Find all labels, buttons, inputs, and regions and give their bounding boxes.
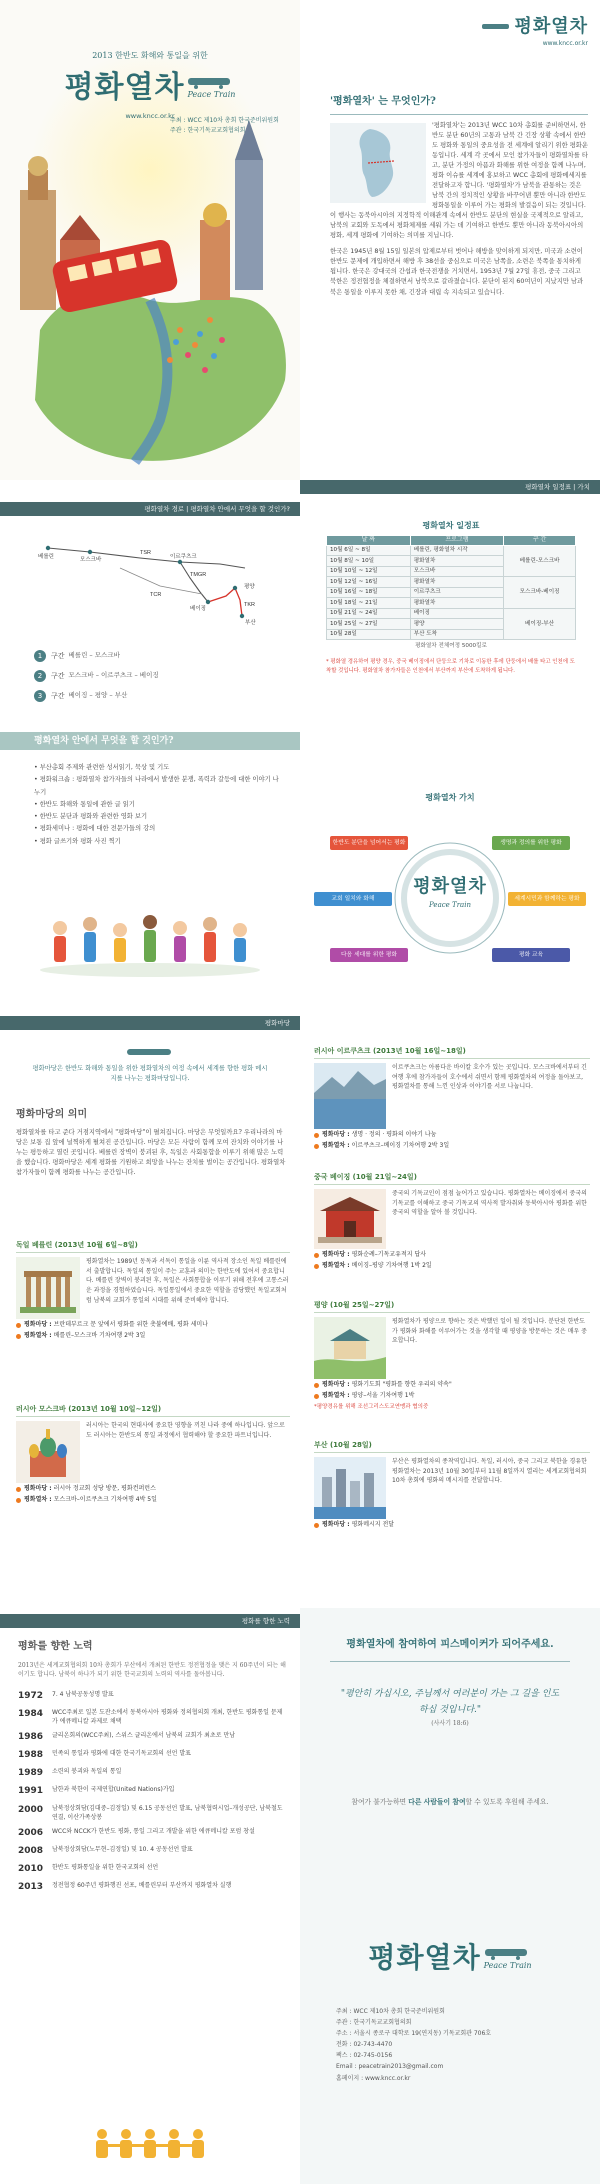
timeline-item [18, 1785, 288, 1798]
train-logo-icon [481, 22, 511, 32]
value-tag: 생명과 정의를 위한 평화 [492, 836, 570, 850]
value-tag: 한반도 분단을 넘어서는 평화 [330, 836, 408, 850]
cover-logo-mark [187, 75, 235, 101]
map-label: 부산 [245, 620, 256, 626]
timeline-item [18, 1708, 288, 1727]
schedule-cell: 10월 28일 [327, 629, 411, 640]
stop-desc: 중국의 기독교인이 점점 늘어가고 있습니다. 평화열차는 베이징에서 중국의 기독교를 이해하고 중국 기독교의 역사적 발자취와 동북아시아 평화를 위한 중국의 역할을 알아 볼 것입니다. [392, 1190, 587, 1217]
timeline-event: 소련의 붕괴와 독일의 통일 [52, 1768, 122, 1776]
cover-title: 평화열차 [64, 69, 185, 105]
schedule-cell: 평화열차 [410, 577, 503, 588]
invite-quote-block [340, 1686, 560, 1729]
onboard-item: • 평화세미나 : 평화에 대한 전문가들의 강의 [34, 825, 156, 833]
bullet-icon [314, 1383, 319, 1388]
contact-line[interactable]: Email : peacetrain2013@gmail.com [336, 2063, 444, 2071]
invite-logo-en: Peace Train [483, 1960, 532, 1970]
schedule-header: 날 짜 [327, 535, 411, 545]
madang-right [300, 1010, 600, 1608]
moscow-cathedral-image [16, 1421, 80, 1483]
schedule-row [327, 608, 576, 619]
top-logo [481, 14, 588, 49]
divider [314, 1184, 590, 1185]
schedule-cell: 모스크바-베이징 [504, 577, 576, 609]
divider [314, 1058, 590, 1059]
schedule-cell: 부산 도착 [410, 629, 503, 640]
timeline-year: 2013 [18, 1882, 44, 1893]
timeline-item [18, 1804, 288, 1823]
divider [16, 1416, 290, 1417]
values-diagram [300, 806, 600, 996]
stop-line: 평화열차 : 평양–서울 기차여행 1박 [314, 1392, 590, 1401]
onboard-item: • 한반도 분단과 평화와 관련한 영화 보기 [34, 813, 148, 821]
invite-heading-block [300, 1638, 600, 1662]
stop-line: 평화열차 : 모스크바–이르쿠츠크 기차여행 4박 5일 [16, 1496, 290, 1505]
madang-left [0, 1010, 300, 1608]
stop-line: 평화열차 : 베이징–평양 기차여행 1박 2일 [314, 1262, 590, 1271]
schedule-header: 프로그램 [410, 535, 503, 545]
about-heading: '평화열차' 는 무엇인가? [330, 96, 436, 107]
cover-host-label: 주최 : [170, 117, 186, 124]
timeline-year: 2000 [18, 1804, 44, 1815]
timeline-year: 1984 [18, 1708, 44, 1719]
onboard-item: • 부산총회 주제와 관련한 성서읽기, 묵상 및 기도 [34, 764, 170, 771]
values-title: 평화열차 가치 [425, 793, 475, 802]
timeline-year: 2010 [18, 1864, 44, 1875]
leg-label: 구간 [51, 691, 65, 700]
timeline-item [18, 1731, 288, 1744]
top-logo-url: www.kncc.or.kr [542, 40, 588, 48]
cover-section [0, 0, 600, 480]
leg-route: 베이징 – 평양 – 부산 [68, 691, 128, 700]
stop-desc: 평화열차가 평양으로 향하는 것은 박했던 일이 될 것입니다. 분단된 한반도가 평화와 화해를 이루어가는 것을 생각할 때 평양을 방문하는 것은 매우 중요합니다. [392, 1318, 587, 1345]
divider [330, 114, 588, 115]
stop-line: 평화마당 : 생명 · 정의 · 평화의 이야기 나눔 [314, 1131, 590, 1140]
onboard-item: • 한반도 화해와 통일에 관한 글 읽기 [34, 800, 135, 808]
bullet-icon [16, 1487, 21, 1492]
values-center-title: 평화열차 [413, 876, 487, 897]
madang-band: 평화마당 [0, 1016, 300, 1030]
beijing-gate-image [314, 1189, 386, 1249]
timeline-item [18, 1863, 288, 1876]
leg-number: 3 [34, 690, 46, 702]
stop-title: 독일 베를린 (2013년 10월 6일~8일) [16, 1241, 138, 1249]
contact-line: 주소 : 서울시 종로구 대학로 19(연지동) 기독교회관 706호 [336, 2030, 492, 2038]
contact-line: 전화 : 02-743-4470 [336, 2041, 393, 2049]
madang-intro: 평화마당은 한반도 화해와 통일을 위한 평화열차의 여정 속에서 세계를 향한 평화 메시지를 나누는 평화마당입니다. [32, 1065, 268, 1083]
busan-image [314, 1457, 386, 1519]
schedule-panel [300, 480, 600, 1010]
schedule-cell: 평양 [410, 619, 503, 630]
schedule-cell: 모스크바 [410, 566, 503, 577]
cover-title-en: Peace Train [187, 89, 236, 99]
cover-kicker: 2013 한반도 화해와 통일을 위한 [92, 51, 208, 60]
divider [314, 1312, 590, 1313]
onboard-list [34, 762, 284, 848]
about-panel [300, 0, 600, 480]
schedule-cell: 10월 25일 ~ 27일 [327, 619, 411, 630]
schedule-title: 평화열차 일정표 [422, 521, 480, 530]
stop-line: 평화마당 : 러시아 정교회 성당 방문, 평화컨퍼런스 [16, 1485, 290, 1494]
bullet-icon [16, 1323, 21, 1328]
stop-title: 러시아 모스크바 (2013년 10월 10일~12일) [16, 1405, 162, 1413]
about-paragraph-2: 한국은 1945년 8월 15일 일본의 압제로부터 벗어나 해방을 맞이하게 되지만, 미국과 소련이 한반도 문제에 개입하면서 해방 후 38선을 중심으로 미국은 남쪽을, 소련은 북쪽을 통치하게 됩니다. 한국은 강대국의 간섭과 한국전쟁을 거치면서, 1953년 7월 27일 휴전, 중국 그리고 북한은 정전협정을 체결하면서 남북으로 갈라졌습니다. 분단이 된지 60여년이 지났지만 남과 북은 통일을 이루지 못한 채, 긴장과 대립 속 지속되고 있습니다. [330, 248, 584, 296]
stop-desc: 평화열차는 1989년 동독과 서독이 통일을 이룬 역사적 장소인 독일 베를린에서 출발합니다. 독일의 통일이 주는 교훈과 의미는 한반도에 있어서 중요합니다. 베를린 장벽이 붕괴된 후, 독일은 사회통합을 이루기 위해 전후에 고통스러운 과정을 경험하였습니다. 독일통일에서 중요한 역할을 감당했던 독일교회처럼 남북의 교회가 통일의 시대를 위해 준비해야 합니다. [86, 1258, 289, 1304]
schedule-cell: 10월 18일 ~ 21일 [327, 598, 411, 609]
schedule-box [326, 520, 576, 675]
schedule-note: * 평화열 경유하여 평양 경우, 중국 베이징에서 단둥으로 기차로 이동한 후에 단둥에서 배를 타고 인천에 도착할 것입니다. 평화열차 참가자들은 인천에서 부산까지 부산에 도착하게 됩니다. [326, 659, 575, 674]
invite-heading: 평화열차에 참여하여 피스메이커가 되어주세요. [346, 1639, 554, 1650]
stop-line: 평화마당 : 평화기도회 "평화를 향한 우리의 약속" [314, 1381, 590, 1390]
invite-cta: 참여가 불가능하면 다른 사람들이 참여할 수 있도록 후원해 주세요. [351, 1798, 549, 1806]
timeline-event: 민족의 통일과 평화에 대한 한국기독교회의 선언 발표 [52, 1750, 191, 1758]
stop-title: 러시아 이르쿠츠크 (2013년 10월 16일~18일) [314, 1047, 466, 1055]
timeline-event: 남북정상회담(노무현–김정일) 및 10. 4 공동선언 발표 [52, 1846, 193, 1854]
madang-body: 평화열차를 타고 준다 거점지역에서 "평화마당"이 펼쳐집니다. 마당은 무엇일까요? 우리나라의 마당은 보통 집 앞에 널찍하게 펼쳐진 공간입니다. 마당은 모든 사람이 함께 모여 잔치와 이야기를 나누는 평등하고 열린 곳입니다. 베를린 장벽이 붕괴된 후, 독일은 사회통합을 이루기 위해 많은 노력을 했습니다. 평화마당은 세계 평화를 기원하고 희망을 나누는 잔치를 벌이는 공간입니다. 평화열차 참가자들이 함께 평화를 나누는 공간입니다. [16, 1128, 286, 1176]
stop-desc: 러시아는 한국의 현대사에 중요한 영향을 끼친 나라 중에 하나입니다. 앞으로도 러시아는 한반도의 통일 과정에서 협력해야 할 중요한 파트너입니다. [86, 1422, 285, 1439]
stop-busan [314, 1440, 590, 1530]
timeline [18, 1690, 288, 1895]
invite-panel [300, 1608, 600, 2184]
cover-organizer: 한국기독교교회협의회 [187, 127, 246, 135]
email-link[interactable]: peacetrain2013@gmail.com [358, 2063, 444, 2071]
schedule-cell: 평화열차 [410, 598, 503, 609]
leg-label: 구간 [51, 671, 65, 680]
madang-logo [0, 1046, 300, 1061]
schedule-cell: 10월 8일 ~ 10일 [327, 556, 411, 567]
onboard-item: • 평화워크숍 : 평화열차 참가자들의 나라에서 발생한 분쟁, 폭력과 갈등에 대한 이야기 나누기 [34, 776, 279, 796]
stop-line: 평화마당 : 평화순례–기독교유적지 답사 [314, 1251, 590, 1260]
effort-left [0, 1608, 300, 2184]
schedule-cell: 베를린-모스크바 [504, 545, 576, 577]
effort-content [18, 1640, 288, 1899]
leg-number: 2 [34, 670, 46, 682]
route-section [0, 480, 600, 1010]
korea-map-image [330, 123, 426, 203]
train-logo-icon [484, 1946, 530, 1960]
schedule-footer: 평화열차 전체여정 5000킬로 [415, 643, 487, 650]
route-band: 평화열차 경로 | 평화열차 안에서 무엇을 할 것인가? [0, 502, 300, 516]
invite-logo [300, 1938, 600, 1979]
divider [330, 1661, 570, 1662]
timeline-item [18, 1845, 288, 1858]
bullet-icon [314, 1253, 319, 1258]
schedule-cell: 10월 6일 ~ 8일 [327, 545, 411, 556]
effort-intro: 2013년은 세계교회협의회 10차 총회가 부산에서 개최된 한반도 정전협정을 맺은 지 60주년이 되는 해이기도 합니다. 남북이 하나가 되기 위한 한국교회의 노력의 역사를 돌아봅니다. [18, 1661, 286, 1679]
leg-route: 모스크바 – 이르쿠츠크 – 베이징 [68, 671, 159, 680]
map-label: TMGR [190, 572, 207, 578]
berlin-gate-image [16, 1257, 80, 1319]
timeline-event: WCC와 NCCK가 한반도 평화, 통일 그리고 개발을 위한 에큐메니칼 포럼 창설 [52, 1828, 255, 1836]
map-label: 베이징 [190, 606, 206, 612]
stop-desc: 이르쿠츠크는 아름다운 바이칼 호수가 있는 곳입니다. 모스크바에서부터 긴 여행 후에 참가자들이 호수에서 쉬면서 함께 평화열차의 여정을 돌아보고, 평화열차를 통해 느낀 인상과 이야기를 서로 나눕니다. [392, 1064, 587, 1091]
schedule-cell: 베를린, 평화열차 시작 [410, 545, 503, 556]
timeline-item [18, 1827, 288, 1840]
timeline-event: 남북정상회담(김대중–김정일) 및 6.15 공동선언 발표, 남북협력시업–개성공단, 남북철도연결, 이산가족상봉 [52, 1804, 283, 1821]
people-holding-hands-icon [90, 2126, 210, 2162]
world-children-illustration [30, 878, 270, 978]
about-paragraph-1: '평화열차'는 2013년 WCC 10차 총회를 준비하면서, 한반도 분단 60년의 고통과 남북 간 긴장 상황 속에서 한반도 평화와 통일의 중요성을 전 세계에 알리기 위한 평화운동입니다. 세계 각 곳에서 모인 참가자들이 평화열차를 타고, 분단 가정의 아픔과 화해를 위한 여정을 함께 나누며, 평화 이슈를 세계에 홍보하고 WCC 총회에 평화메세지를 전달하고자 합니다. '평화열차'가 남북을 관통하는 것은 남북 간의 정치적인 상황을 바꾸어낸 뿐만 아니라 한반도 평화통일을 이루어 가는 평화의 발걸음이 되는 것입니다. 이 행사는 동북아시아의 지정학적 이해관계 속에서 한반도 분단의 현실을 국제적으로 알리고, 남북의 교회와 도독에서 평화체제를 세워 가는 데 기여하고 한반도 뿐만 아니라 동북아시아의 평화, 세계 평화에 기여하는 의미를 지닙니다. [330, 121, 588, 240]
schedule-header: 구 간 [504, 535, 576, 545]
timeline-year: 2008 [18, 1846, 44, 1857]
cover-panel [0, 0, 300, 480]
map-label: TSR [140, 550, 151, 556]
route-legs [34, 650, 284, 702]
route-leg [34, 670, 284, 682]
schedule-cell: 베이징 [410, 608, 503, 619]
map-label: 이르쿠츠크 [170, 554, 197, 560]
contact-line: 주관 : 한국기독교교회협의회 [336, 2019, 412, 2027]
stop-line: 평화마당 : 브란데부르크 문 앞에서 평화를 위한 촛불예배, 평화 세미나 [16, 1321, 290, 1330]
timeline-year: 1989 [18, 1768, 44, 1779]
divider [314, 1452, 590, 1453]
timeline-item [18, 1749, 288, 1762]
timeline-year: 1986 [18, 1732, 44, 1743]
leg-route: 베를린 – 모스크바 [68, 651, 120, 660]
madang-heading: 평화마당의 의미 [16, 1109, 88, 1120]
timeline-event: 7. 4 남북공동성명 발표 [52, 1690, 114, 1698]
value-tag: 다음 세대를 위한 평화 [330, 948, 408, 962]
timeline-year: 1991 [18, 1786, 44, 1797]
schedule-cell: 10월 12일 ~ 16일 [327, 577, 411, 588]
stop-line: 평화마당 : 평화메시지 전달 [314, 1521, 590, 1530]
timeline-year: 1972 [18, 1690, 44, 1701]
invite-logo-title: 평화열차 [368, 1941, 481, 1974]
stop-line: 평화열차 : 베를린–모스크바 기차여행 2박 3일 [16, 1332, 290, 1341]
bullet-icon [314, 1394, 319, 1399]
schedule-cell: 10월 21일 ~ 24일 [327, 608, 411, 619]
bullet-icon [16, 1498, 21, 1503]
divider [16, 1252, 290, 1253]
timeline-item [18, 1767, 288, 1780]
schedule-header-row [327, 535, 576, 545]
timeline-event: 남한과 북한이 국제연합(United Nations)가입 [52, 1786, 175, 1794]
route-leg [34, 650, 284, 662]
schedule-cell: 베이징-부산 [504, 608, 576, 640]
schedule-table [326, 535, 576, 641]
top-logo-title: 평화열차 [514, 16, 588, 37]
cover-credits [170, 116, 296, 136]
pyongyang-image [314, 1317, 386, 1379]
schedule-row [327, 577, 576, 588]
effort-heading: 평화를 향한 노력 [18, 1641, 93, 1652]
train-logo-icon [126, 1046, 174, 1058]
about-content [330, 95, 588, 298]
bullet-icon [314, 1144, 319, 1149]
invite-quote-ref: (사사기 18:6) [431, 1720, 469, 1728]
cover-organizer-label: 주관 : [170, 127, 186, 135]
stop-note: *평양경유를 위해 조선그리스도교연맹과 협의중 [314, 1403, 429, 1410]
effort-section [0, 1608, 600, 2184]
timeline-event: 한반도 평화통일을 위한 한국교회의 선언 [52, 1864, 159, 1872]
map-label: 베를린 [38, 554, 54, 560]
stop-title: 평양 (10월 25일~27일) [314, 1301, 395, 1309]
map-label: 모스크바 [80, 557, 102, 563]
bullet-icon [314, 1264, 319, 1269]
schedule-row [327, 545, 576, 556]
cover-host: WCC 제10차 총회 한국준비위원회 [187, 117, 279, 124]
madang-section [0, 1010, 600, 1608]
value-tag: 세계시민과 함께하는 평화 [508, 892, 586, 906]
timeline-event: 글리온회의(WCC주최), 스위스 글리온에서 남북의 교회가 최초로 만남 [52, 1732, 236, 1740]
value-tag: 평화 교육 [492, 948, 570, 962]
stop-moscow [16, 1404, 290, 1505]
schedule-cell: 10월 16일 ~ 18일 [327, 587, 411, 598]
bullet-icon [16, 1334, 21, 1339]
route-map [30, 528, 280, 628]
schedule-cell: 평화열차 [410, 556, 503, 567]
stop-irkutsk [314, 1046, 590, 1151]
leg-label: 구간 [51, 651, 65, 660]
schedule-cell: 이르쿠츠크 [410, 587, 503, 598]
bullet-icon [314, 1523, 319, 1528]
values-center-en: Peace Train [429, 901, 471, 910]
cover-title-block [0, 50, 300, 122]
schedule-band: 평화열차 일정표 | 가치 [300, 480, 600, 494]
onboard-heading-band [0, 732, 300, 750]
stop-beijing [314, 1172, 590, 1271]
invite-quote: "평안히 가십시오, 주님께서 여러분이 가는 그 길을 인도하십 것입니다." [340, 1689, 560, 1716]
contact-line: 팩스 : 02-745-0156 [336, 2052, 393, 2060]
route-leg [34, 690, 284, 702]
stop-line: 평화열차 : 이르쿠츠크–베이징 기차여행 2박 3일 [314, 1142, 590, 1151]
stop-title: 중국 베이징 (10월 21일~24일) [314, 1173, 417, 1181]
onboard-item: • 평화 글쓰기와 평화 사진 찍기 [34, 837, 121, 845]
map-label: TKR [244, 602, 255, 608]
homepage-link[interactable]: www.kncc.or.kr [365, 2074, 411, 2082]
cover-logo [0, 66, 300, 110]
stop-desc: 부산은 평화열차의 종착역입니다. 독일, 러시아, 중국 그리고 북한을 경유한 평화열차는 2013년 10월 30일부터 11월 8일까지 열리는 세계교회협의회 10차 총회에 평화의 메시지를 전달합니다. [392, 1458, 587, 1485]
timeline-event: WCC주최로 일본 도잔소에서 동북아시아 평화와 정의협의회 개최, 한반도 평화통일 문제가 에큐메니칼 과제로 채택 [52, 1708, 283, 1726]
timeline-item [18, 1881, 288, 1894]
map-label: 평양 [244, 584, 255, 590]
contact-info [336, 2006, 586, 2084]
cover-url: www.kncc.or.kr [125, 112, 175, 121]
contact-line: 주최 : WCC 제10차 총회 한국준비위원회 [336, 2008, 445, 2015]
stop-title: 부산 (10월 28일) [314, 1441, 372, 1449]
onboard-heading: 평화열차 안에서 무엇을 할 것인가? [34, 736, 174, 746]
madang-meaning [16, 1108, 286, 1178]
values-center [400, 874, 500, 910]
timeline-year: 1988 [18, 1750, 44, 1761]
stop-berlin [16, 1240, 290, 1341]
map-label: TCR [150, 592, 162, 598]
bullet-icon [314, 1133, 319, 1138]
stop-pyongyang [314, 1300, 590, 1411]
route-panel [0, 480, 300, 1010]
leg-number: 1 [34, 650, 46, 662]
baikal-lake-image [314, 1063, 386, 1129]
timeline-year: 2006 [18, 1828, 44, 1839]
timeline-event: 정전협정 60주년 평화행진 선포, 베를린부터 부산까지 평화열차 실행 [52, 1882, 232, 1890]
train-logo-icon [187, 75, 233, 89]
schedule-cell: 10월 10일 ~ 12일 [327, 566, 411, 577]
effort-band: 평화를 향한 노력 [0, 1614, 300, 1628]
contact-line[interactable]: 홈페이지 : www.kncc.or.kr [336, 2074, 411, 2082]
value-tag: 교회 일치와 화해 [314, 892, 392, 906]
timeline-item [18, 1690, 288, 1703]
